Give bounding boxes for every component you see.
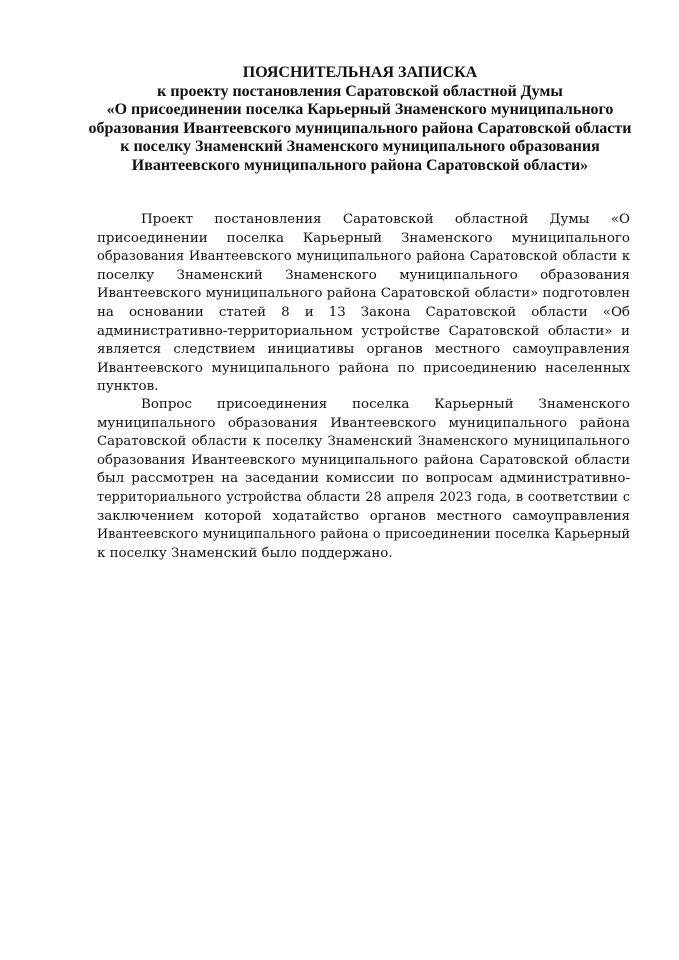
text-line: Ивантеевского муниципального района Саратовской области» подготовлен (97, 286, 630, 302)
text-line: муниципального образования Ивантеевского муниципального района (97, 415, 630, 431)
text-line: образования Ивантеевского муниципального района Саратовской области к (97, 249, 630, 265)
text-line: административно-территориальном устройстве Саратовской области» и (97, 323, 630, 339)
title-line: к проекту постановления Саратовской областной Думы (157, 82, 563, 100)
text-line: является следствием инициативы органов местного самоуправления (97, 342, 630, 358)
text-line: присоединении поселка Карьерный Знаменского муниципального (97, 230, 630, 246)
text-line: образования Ивантеевского муниципального района Саратовской области (97, 452, 630, 468)
text-line: пунктов. (97, 379, 159, 395)
document-title (80, 64, 640, 176)
text-line: Проект постановления Саратовской областной Думы «О (141, 212, 630, 227)
title-line: ПОЯСНИТЕЛЬНАЯ ЗАПИСКА (242, 64, 478, 81)
text-line: Ивантеевского муниципального района о присоединении поселка Карьерный (97, 527, 630, 543)
title-line: Ивантеевского муниципального района Саратовской области» (131, 156, 589, 174)
title-line: образования Ивантеевского муниципального района Саратовской области (88, 119, 632, 137)
text-line: поселку Знаменский Знаменского муниципального образования (97, 267, 630, 283)
paragraph-1 (97, 211, 630, 397)
text-line: заключением которой ходатайство органов местного самоуправления (97, 508, 630, 524)
title-line: к поселку Знаменский Знаменского муниципального образования (120, 138, 600, 156)
title-line: «О присоединении поселка Карьерный Знаменского муниципального (106, 101, 614, 119)
text-line: Ивантеевского муниципального района по присоединению населенных (97, 360, 630, 376)
paragraph-2 (97, 396, 630, 563)
text-line: Саратовской области к поселку Знаменский Знаменского муниципального (97, 434, 630, 450)
text-line: был рассмотрен на заседании комиссии по вопросам административно- (97, 471, 630, 487)
text-line: к поселку Знаменский было поддержано. (97, 545, 393, 561)
text-line: на основании статей 8 и 13 Закона Саратовской области «Об (97, 304, 630, 320)
text-line: Вопрос присоединения поселка Карьерный Знаменского (141, 397, 630, 412)
text-line: территориального устройства области 28 апреля 2023 года, в соответствии с (97, 489, 630, 505)
